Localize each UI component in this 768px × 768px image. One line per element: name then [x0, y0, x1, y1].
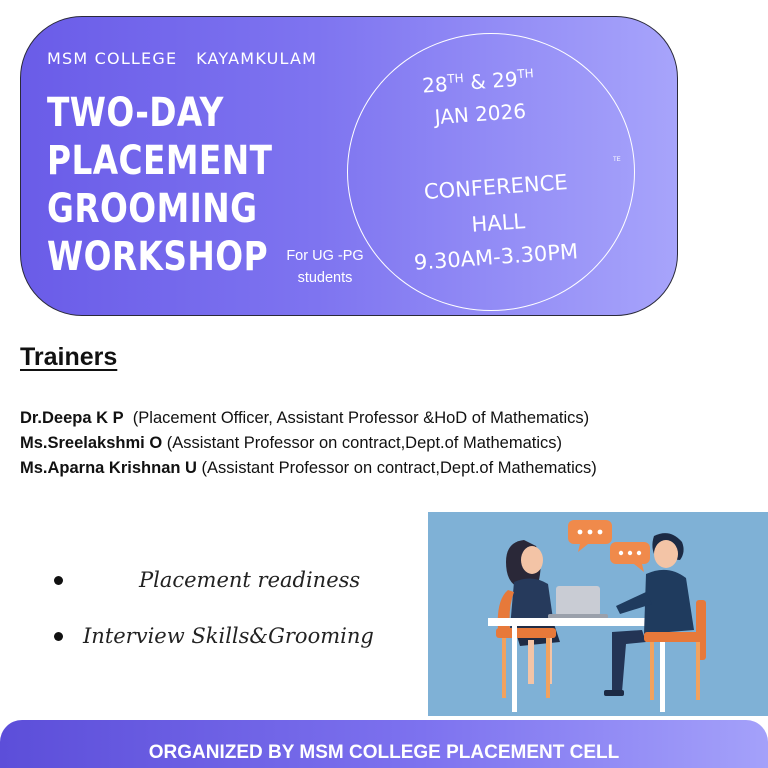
audience-line: For UG -PG	[286, 248, 364, 264]
bullet-icon	[54, 576, 63, 585]
topic-item	[54, 608, 374, 664]
trainer-item	[20, 456, 597, 481]
trainer-role: (Assistant Professor on contract,Dept.of Mathematics)	[166, 434, 562, 452]
audience-note	[279, 245, 371, 289]
trainer-name: Ms.Aparna Krishnan U	[20, 459, 197, 477]
topics-list	[54, 552, 374, 664]
trainer-item	[20, 406, 597, 431]
trainer-role: (Placement Officer, Assistant Professor &HoD of Mathematics)	[132, 409, 590, 427]
trainer-name: Ms.Sreelakshmi O	[20, 434, 163, 452]
workshop-title	[47, 89, 272, 281]
date-day1: 28	[421, 71, 449, 98]
date-day2: 29	[491, 66, 519, 93]
trainers-heading: Trainers	[20, 343, 118, 371]
date-month: JAN 2026	[433, 98, 527, 129]
title-line: PLACEMENT	[47, 138, 273, 184]
date-suffix: TH	[446, 71, 465, 87]
event-dates	[397, 56, 561, 136]
event-venue	[395, 162, 600, 248]
title-line: WORKSHOP	[47, 234, 269, 280]
event-time: 9.30AM-3.30PM	[413, 239, 579, 275]
venue-line: HALL	[470, 209, 526, 237]
date-join: &	[463, 68, 494, 95]
title-line: TWO-DAY	[47, 90, 224, 136]
bullet-icon	[54, 632, 63, 641]
trainers-list	[20, 406, 597, 481]
trainer-role: (Assistant Professor on contract,Dept.of Mathematics)	[201, 459, 597, 477]
venue-line: CONFERENCE	[423, 170, 569, 205]
title-line: GROOMING	[47, 186, 258, 232]
college-name: MSM COLLEGE KAYAMKULAM	[47, 49, 318, 68]
interview-illustration-icon	[428, 512, 768, 716]
date-suffix: TH	[516, 66, 535, 82]
trainer-item	[20, 431, 597, 456]
topic-label: Interview Skills&Grooming	[83, 624, 374, 648]
organizer-footer: ORGANIZED BY MSM COLLEGE PLACEMENT CELL	[0, 720, 768, 768]
trainer-name: Dr.Deepa K P	[20, 409, 124, 427]
event-banner	[20, 16, 678, 316]
corner-mark: TE	[613, 157, 621, 163]
topic-label: Placement readiness	[139, 568, 361, 592]
audience-line: students	[297, 270, 353, 286]
topic-item	[54, 552, 374, 608]
